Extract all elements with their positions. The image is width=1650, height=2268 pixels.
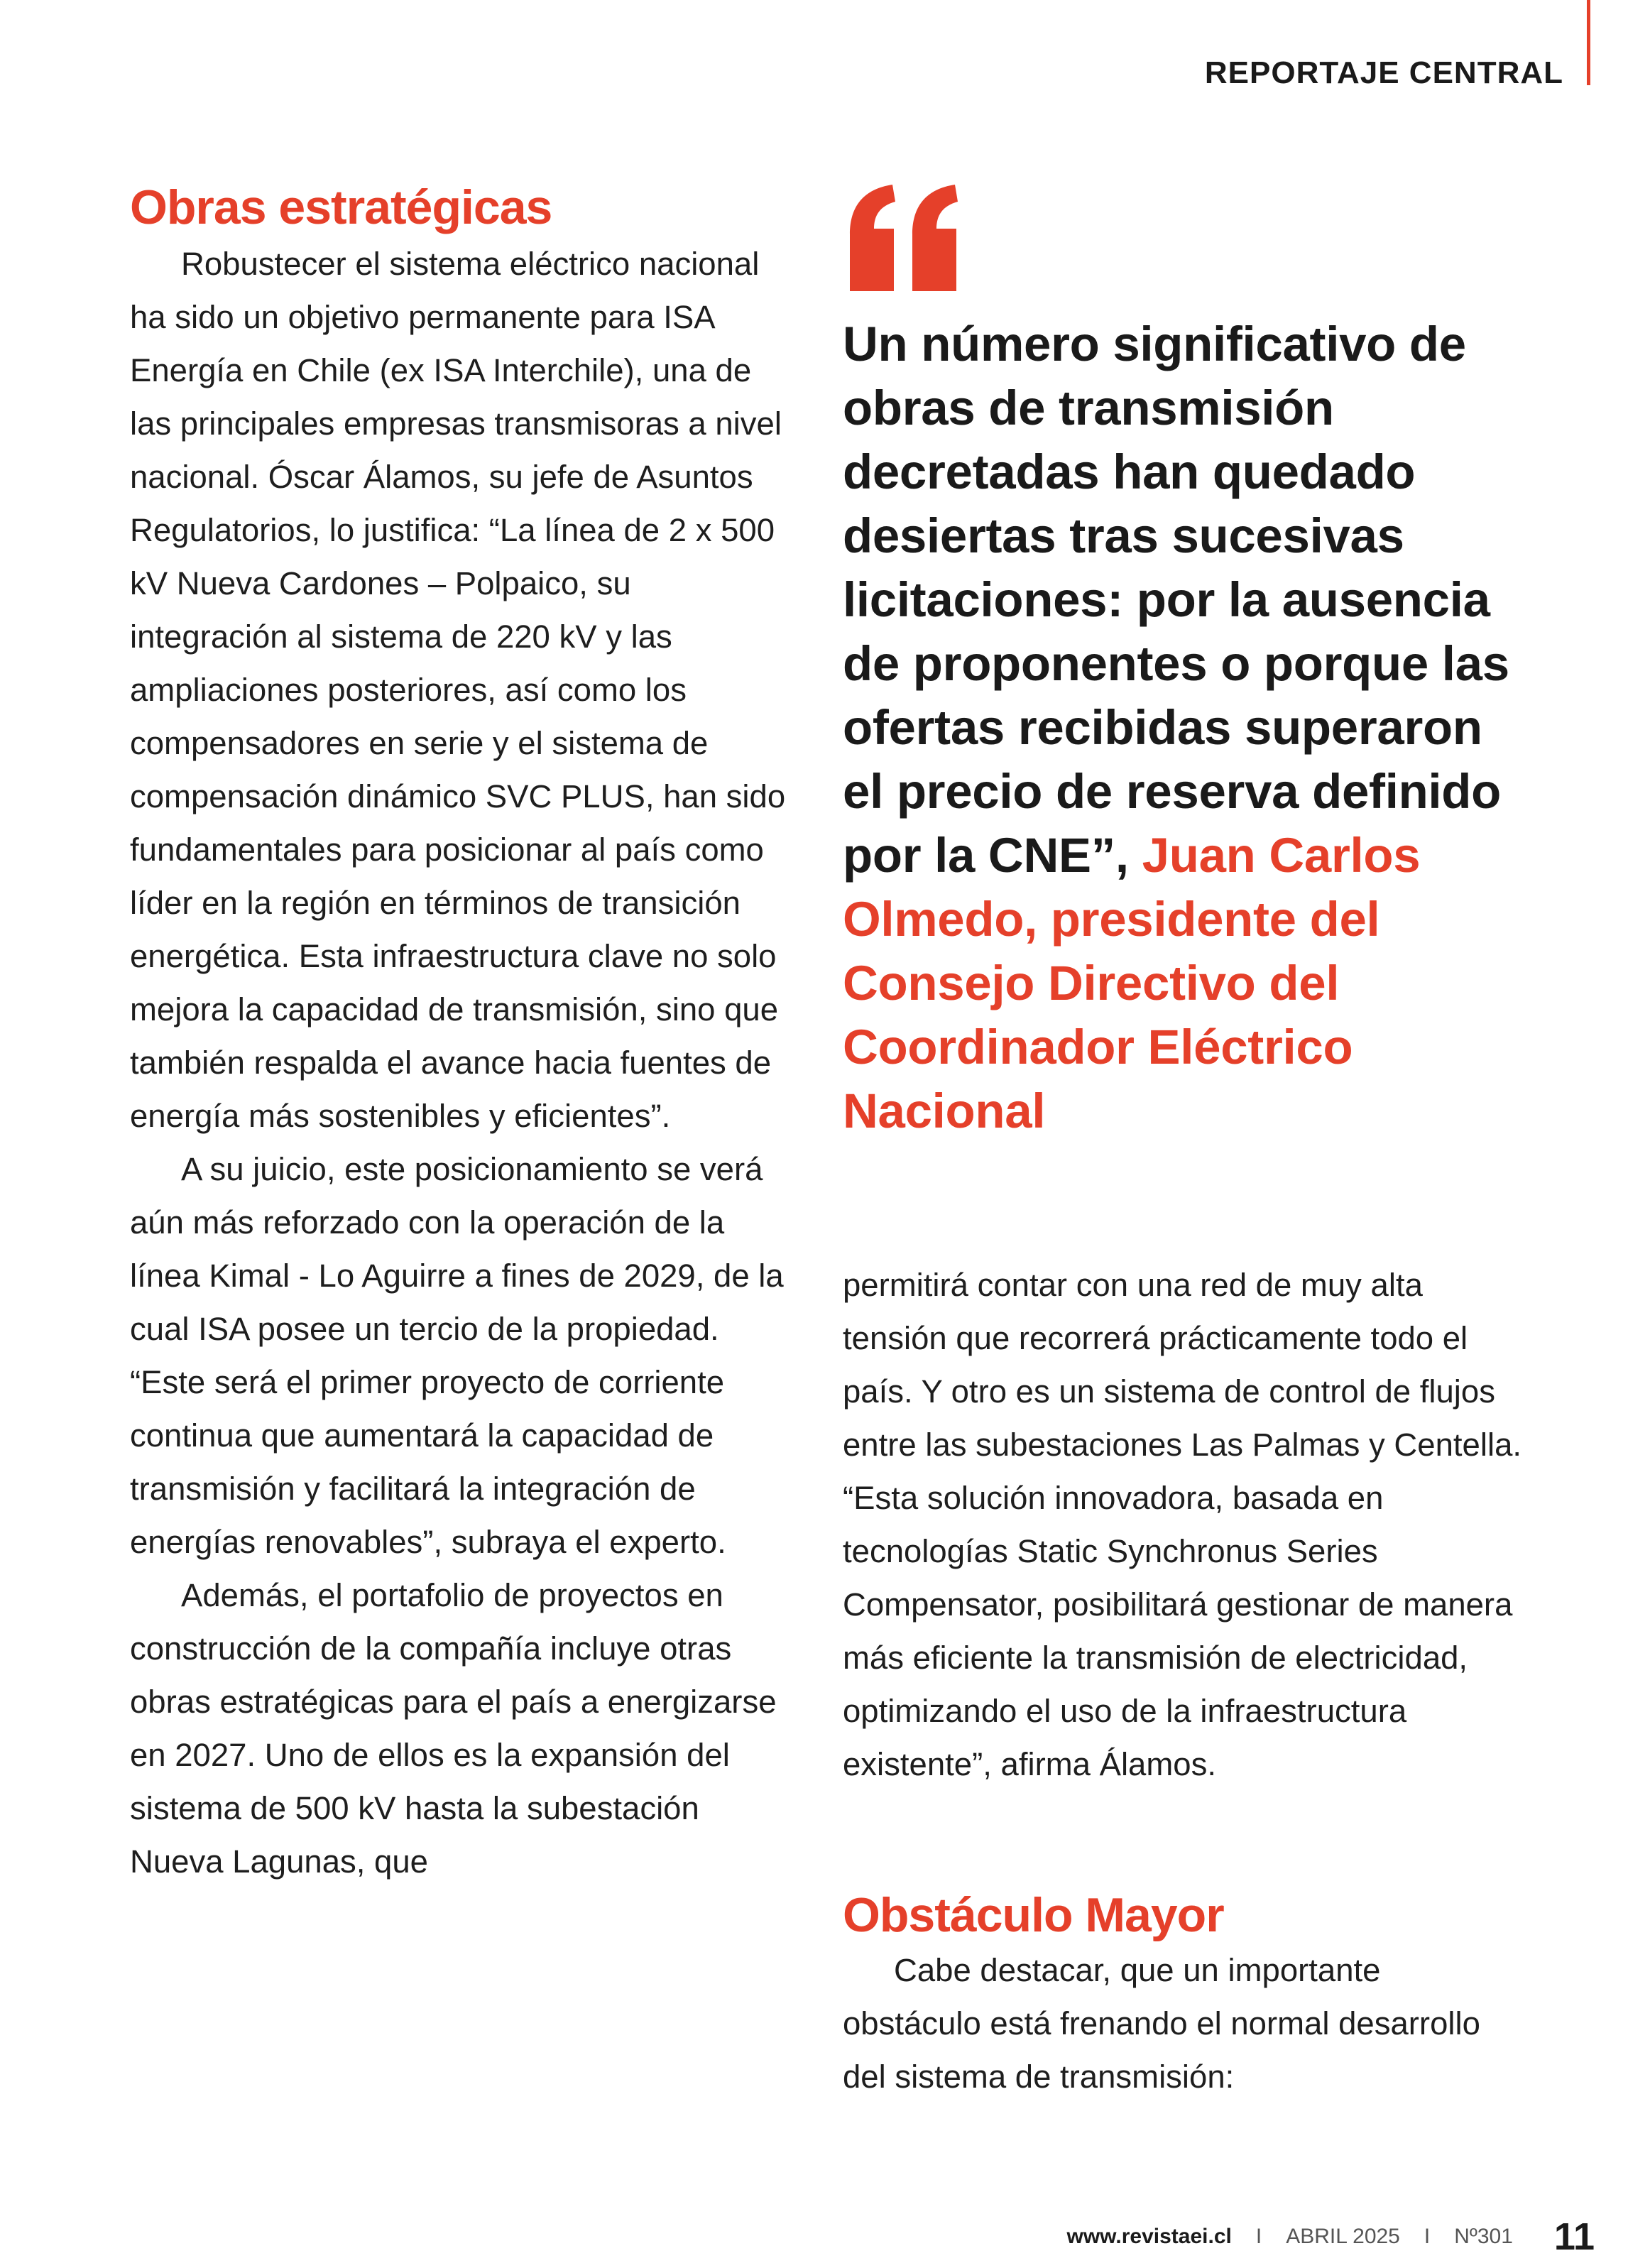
section-heading-obras: Obras estratégicas <box>130 180 552 234</box>
page-number: 11 <box>1553 2215 1595 2258</box>
body-paragraph: Además, el portafolio de proyectos en construcción de la compañía incluye otras obras estratégicas para el país a energizarse en 2027. Uno de ellos es la expansión del sistema de 500 kV hasta la subestación Nueva Lagunas, que <box>130 1577 777 1880</box>
footer-date: ABRIL 2025 <box>1286 2225 1400 2248</box>
footer-issue: Nº301 <box>1454 2225 1513 2248</box>
pull-quote-text <box>843 312 1524 1143</box>
section-label: REPORTAJE CENTRAL <box>1204 55 1563 90</box>
body-paragraph: Robustecer el sistema eléctrico nacional ha sido un objetivo permanente para ISA Energía en Chile (ex ISA Interchile), una de las principales empresas transmisoras a nivel nacional. Óscar Álamos, su jefe de Asuntos Regulatorios, lo justifica: “La línea de 2 x 500 kV Nueva Cardones – Polpaico, su integración al sistema de 220 kV y las ampliaciones posteriores, así como los compensadores en serie y el sistema de compensación dinámico SVC PLUS, han sido fundamentales para posicionar al país como líder en la región en términos de transición energética. Esta infraestructura clave no solo mejora la capacidad de transmisión, sino que también respalda el avance hacia fuentes de energía más sostenibles y eficientes”. <box>130 246 786 1134</box>
pull-quote-author: Juan Carlos Olmedo, presidente del Consejo Directivo del Coordinador Eléctrico Nacional <box>843 828 1421 1138</box>
quote-mark-icon <box>843 185 963 291</box>
left-column <box>130 178 790 1888</box>
right-column-body <box>843 1943 1524 2103</box>
pull-quote <box>843 312 1524 1143</box>
pull-quote-body: Un número significativo de obras de transmisión decretadas han quedado desiertas tras sucesivas licitaciones: por la ausencia de proponentes o porque las ofertas recibidas superaron el precio de reserva definido por la CNE”, <box>843 317 1509 883</box>
body-paragraph: Cabe destacar, que un importante obstáculo está frenando el normal desarrollo del sistema de transmisión: <box>843 1952 1480 2095</box>
footer-separator: I <box>1424 2225 1431 2248</box>
right-column-heading <box>843 1885 1524 1945</box>
section-heading-obstaculo: Obstáculo Mayor <box>843 1888 1224 1942</box>
body-paragraph: permitirá contar con una red de muy alta tensión que recorrerá prácticamente todo el país. Y otro es un sistema de control de flujos entre las subestaciones Las Palmas y Centella. “Esta solución innovadora, basada en tecnologías Static Synchronus Series Compensator, posibilitará gestionar de manera más eficiente la transmisión de electricidad, optimizando el uso de la infraestructura existente”, afirma Álamos. <box>843 1267 1522 1782</box>
footer-website[interactable]: www.revistaei.cl <box>1066 2225 1232 2248</box>
header-accent-rule <box>1587 0 1590 85</box>
footer-separator: I <box>1255 2225 1262 2248</box>
right-column-continued <box>843 1258 1524 1791</box>
page-footer <box>1067 2215 1595 2258</box>
body-paragraph: A su juicio, este posicionamiento se verá aún más reforzado con la operación de la línea Kimal - Lo Aguirre a fines de 2029, de la cual ISA posee un tercio de la propiedad. “Este será el primer proyecto de corriente continua que aumentará la capacidad de transmisión y facilitará la integración de energías renovables”, subraya el experto. <box>130 1151 784 1560</box>
